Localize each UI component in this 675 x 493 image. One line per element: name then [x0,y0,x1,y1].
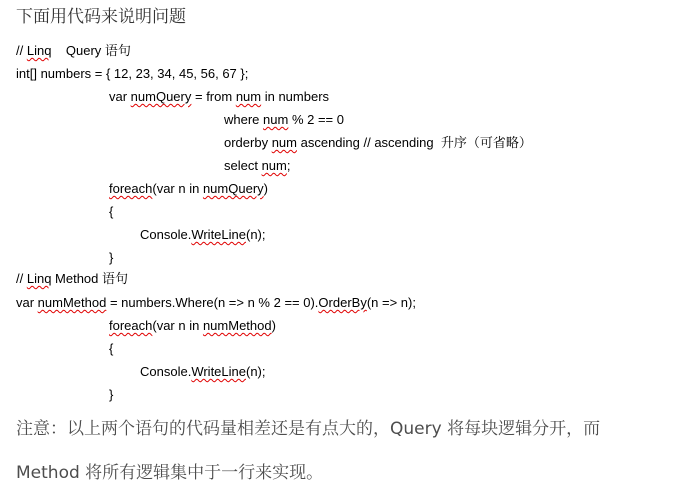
code-line: // Linq Method 语句 [16,271,129,286]
code-line: var numQuery = from num in numbers [109,89,330,104]
code-line: var numMethod = numbers.Where(n => n % 2 == 0).OrderBy(n => n); [16,295,416,310]
code-line: orderby num ascending // ascending 升序（可省略） [224,135,532,150]
note-line: Method 将所有逻辑集中于一行来实现。 [16,463,324,483]
code-line: { [109,341,114,356]
code-line: int[] numbers = { 12, 23, 34, 45, 56, 67 }; [16,66,249,81]
code-line: foreach(var n in numQuery) [109,181,268,196]
code-line: Console.WriteLine(n); [140,227,266,242]
code-line: where num % 2 == 0 [224,112,344,127]
code-line: } [109,387,114,402]
code-line: { [109,204,114,219]
code-line: select num; [224,158,291,173]
code-line: } [109,250,114,265]
code-line: foreach(var n in numMethod) [109,318,276,333]
article-heading: 下面用代码来说明问题 [16,7,186,27]
code-line: Console.WriteLine(n); [140,364,266,379]
code-line: // Linq Query 语句 [16,43,131,58]
note-line: 注意：以上两个语句的代码量相差还是有点大的，Query 将每块逻辑分开，而 [16,419,601,439]
